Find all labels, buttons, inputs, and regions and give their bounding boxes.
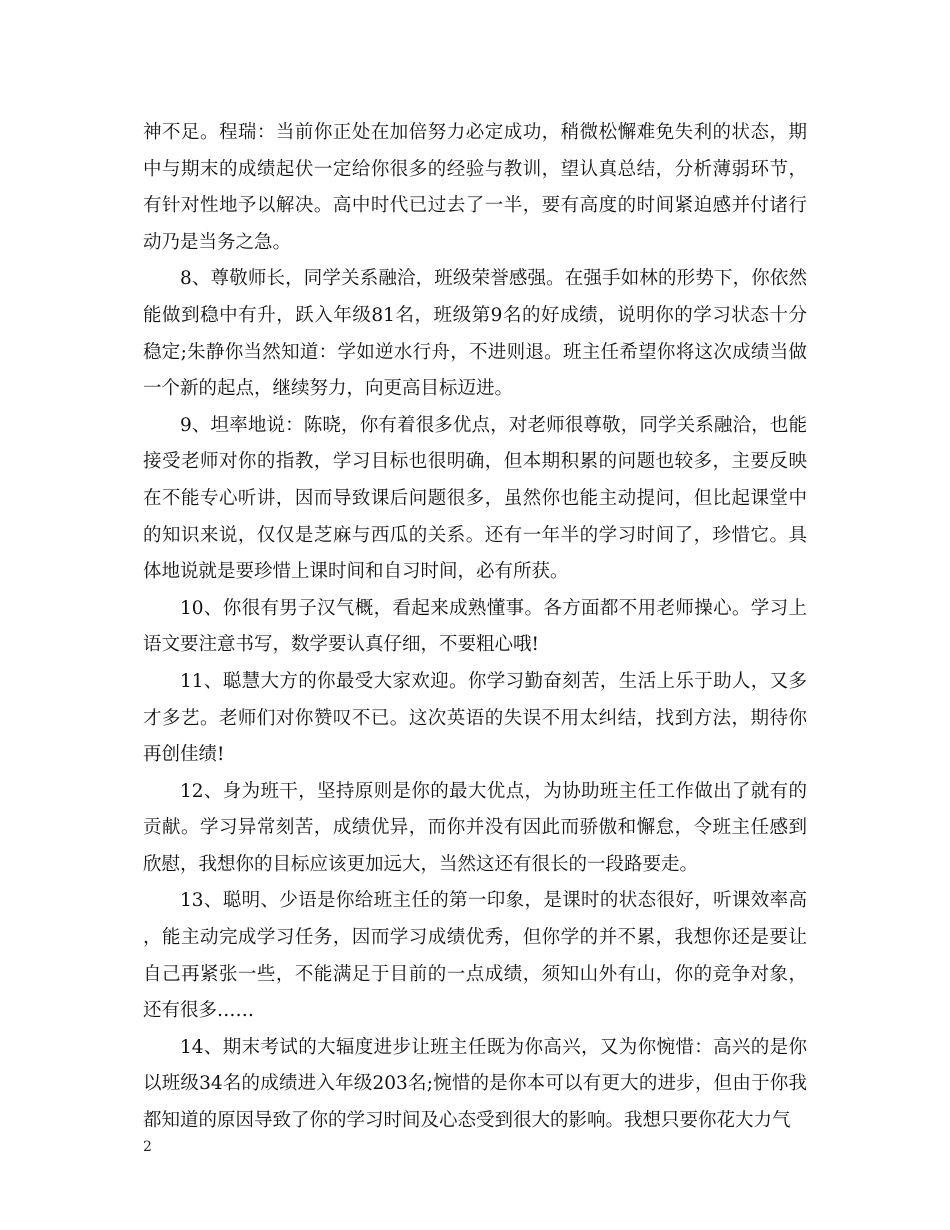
page-number: 2	[143, 1139, 152, 1155]
paragraph-7: 13、聪明、少语是你给班主任的第一印象，是课时的状态很好，听课效率高，能主动完成学习任务，因而学习成绩优秀，但你学的并不累，我想你还是要让自己再紧张一些，不能满足于目前的一点成绩，须知山外有山，你的竞争对象，还有很多……	[143, 890, 807, 1022]
paragraph-6: 12、身为班干，坚持原则是你的最大优点，为协助班主任工作做出了就有的贡献。学习异常刻苦，成绩优异，而你并没有因此而骄傲和懈怠，令班主任感到欣慰，我想你的目标应该更加远大，当然这还有很长的一段路要走。	[143, 780, 807, 875]
document-body	[143, 115, 807, 1140]
paragraph-2: 8、尊敬师长，同学关系融洽，班级荣誉感强。在强手如林的形势下，你依然能做到稳中有升，跃入年级81名，班级第9名的好成绩，说明你的学习状态十分稳定;朱静你当然知道：学如逆水行舟，不进则退。班主任希望你将这次成绩当做一个新的起点，继续努力，向更高目标迈进。	[143, 268, 807, 400]
paragraph-5: 11、聪慧大方的你最受大家欢迎。你学习勤奋刻苦，生活上乐于助人，又多才多艺。老师们对你赞叹不已。这次英语的失误不用太纠结，找到方法，期待你再创佳绩!	[143, 670, 807, 766]
paragraph-8: 14、期末考试的大辐度进步让班主任既为你高兴，又为你惋惜：高兴的是你以班级34名的成绩进入年级203名;惋惜的是你本可以有更大的进步，但由于你我都知道的原因导致了你的学习时间及心态受到很大的影响。我想只要你花大力气	[143, 1036, 807, 1132]
paragraph-3: 9、坦率地说：陈晓，你有着很多优点，对老师很尊敬，同学关系融洽，也能接受老师对你的指教，学习目标也很明确，但本期积累的问题也较多，主要反映在不能专心听讲，因而导致课后问题很多，虽然你也能主动提问，但比起课堂中的知识来说，仅仅是芝麻与西瓜的关系。还有一年半的学习时间了，珍惜它。具体地说就是要珍惜上课时间和自习时间，必有所获。	[143, 414, 807, 583]
paragraph-1: 神不足。程瑞：当前你正处在加倍努力必定成功，稍微松懈难免失利的状态，期中与期末的成绩起伏一定给你很多的经验与教训，望认真总结，分析薄弱环节，有针对性地予以解决。高中时代已过去了一半，要有高度的时间紧迫感并付诸行动乃是当务之急。	[143, 122, 807, 253]
paragraph-4: 10、你很有男子汉气概，看起来成熟懂事。各方面都不用老师操心。学习上语文要注意书写，数学要认真仔细，不要粗心哦!	[143, 597, 807, 656]
